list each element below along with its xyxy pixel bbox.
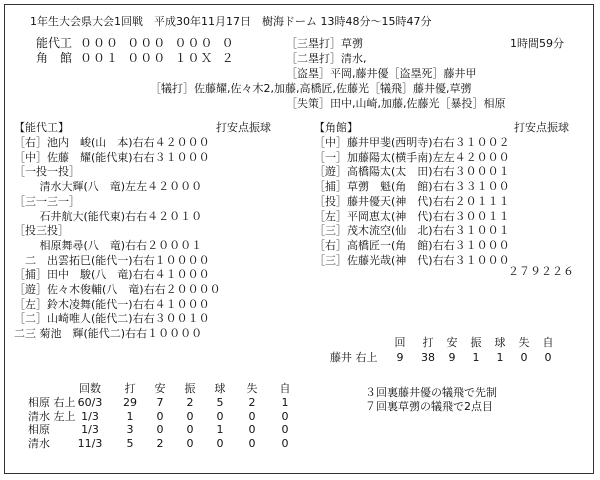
team2-score: ００１ ０００ １０Ｘ ２: [80, 51, 235, 65]
batter-row: ［三一三一］: [14, 194, 80, 208]
pitching-header: 球: [214, 382, 226, 395]
batter-row: ［一］加藤陽太(横手南)左左４２０００: [314, 150, 510, 164]
batter-row: ［右］池内 峻(山 本)右右４２０００: [14, 136, 210, 149]
pitching-header: 回数: [79, 382, 101, 395]
pitching-cell: 29: [123, 396, 137, 409]
pitching-cell: 11/3: [77, 436, 103, 450]
pitching-cell: 0: [186, 423, 194, 436]
pitching-header: 自: [542, 336, 554, 349]
pitching-cell: 0: [544, 351, 552, 364]
pitching-header: 安: [154, 382, 166, 395]
team2-name: 角 館: [36, 51, 73, 65]
batter-row: 相原舞尋(八 竜)右右２０００１: [14, 238, 203, 252]
pitching-header: 打: [124, 382, 136, 395]
pitching-header: 振: [184, 382, 196, 395]
batter-row: ［遊］佐々木俊輔(八 竜)右右２００００: [14, 283, 221, 296]
batter-row: 二 出雲拓巳(能代一)右右１００００: [14, 253, 210, 267]
pitching-cell: 60/3: [77, 396, 103, 409]
batter-row: ［二］山崎唯人(能代二)右右３００１０: [14, 312, 210, 326]
batter-row: ［左］平岡恵太(神 代)右右３００１１: [314, 209, 510, 223]
pitching-header: 自: [279, 382, 291, 395]
noshiro-team-header: 【能代工】: [14, 121, 69, 134]
pitching-header: 振: [470, 336, 482, 349]
batter-row: ［投三投］: [14, 224, 69, 238]
kakunodate-totals: ２７９２２６: [508, 265, 574, 278]
batter-row: 二三 菊池 輝(能代二)右右１００００: [14, 327, 203, 341]
batter-row: ［遊］高橋陽太(太 田)右右３０００１: [314, 165, 510, 179]
note-steal: ［盗塁］平岡,藤井優［盗塁死］藤井甲: [286, 67, 477, 80]
pitching-header: 回: [394, 336, 406, 349]
pitching-cell: 3: [126, 423, 134, 436]
batter-row: ［左］鈴木凌舞(能代一)右右４１０００: [14, 297, 210, 311]
pitching-header: 打: [422, 336, 434, 349]
pitcher-name: 清水: [28, 436, 50, 450]
game-title: 1年生大会県大会1回戦 平成30年11月17日 樹海ドーム 13時48分～15時47分: [30, 15, 432, 28]
pitching-cell: 1: [281, 396, 289, 409]
batter-row: ［捕］田中 駿(八 竜)右右４１０００: [14, 268, 210, 282]
batter-row: ［三］茂木流空(仙 北)右右３１００１: [314, 224, 510, 238]
pitcher-name: 相原: [28, 423, 50, 436]
pitching-cell: 0: [520, 351, 528, 364]
pitching-cell: 9: [448, 351, 456, 364]
batter-row: ［三］佐藤光哉(神 代)右右３１０００: [314, 253, 510, 267]
pitching-cell: 0: [156, 423, 164, 436]
batter-row: 石井航大(能代東)右右４２０１０: [14, 209, 203, 223]
pitching-cell: 1: [216, 423, 224, 436]
team1-score: ０００ ０００ ０００ ０: [80, 36, 235, 50]
batter-row: ［一投一投］: [14, 165, 80, 179]
note-triple: ［三塁打］草彅: [286, 37, 363, 50]
pitching-cell: 1/3: [81, 423, 99, 436]
pitching-cell: 0: [216, 436, 224, 450]
pitching-header: 失: [518, 336, 530, 349]
pitching-cell: 38: [421, 351, 435, 364]
pitching-cell: 0: [156, 409, 164, 423]
pitching-cell: 0: [281, 436, 289, 450]
pitching-cell: 0: [186, 409, 194, 423]
pitching-cell: 1: [472, 351, 480, 364]
note-double: ［二塁打］清水,: [286, 52, 367, 65]
pitcher-name: 清水 左上: [28, 409, 76, 423]
pitching-header: 失: [246, 382, 258, 395]
batter-row: ［中］藤井甲斐(西明寺)右右３１００２: [314, 136, 510, 149]
note-sacrifice: ［犠打］佐藤耀,佐々木2,加藤,高橋匠,佐藤光［犠飛］藤井優,草彅: [150, 82, 472, 95]
pitching-cell: 1: [496, 351, 504, 364]
kakunodate-team-header: 【角館】: [314, 121, 358, 134]
pitching-cell: 0: [216, 409, 224, 423]
game-duration: 1時間59分: [510, 37, 564, 50]
team1-name: 能代工: [36, 36, 73, 50]
pitching-cell: 2: [186, 396, 194, 409]
pitching-cell: 0: [281, 409, 289, 423]
pitching-cell: 9: [396, 351, 404, 364]
pitcher-name: 藤井 右上: [330, 351, 378, 364]
batter-row: 清水大輝(八 竜)左左４２０００: [14, 180, 203, 194]
pitching-header: 球: [494, 336, 506, 349]
batter-row: ［中］佐藤 耀(能代東)右右３１０００: [14, 150, 210, 164]
pitching-cell: 7: [156, 396, 164, 409]
summary-line: ７回裏草彅の犠飛で2点目: [365, 400, 493, 413]
pitching-cell: 2: [248, 396, 256, 409]
pitching-cell: 1/3: [81, 409, 99, 423]
pitching-cell: 0: [186, 436, 194, 450]
pitching-cell: 5: [126, 436, 134, 450]
batter-row: ［捕］草彅 魁(角 館)右右３３１００: [314, 180, 510, 194]
summary-line: ３回裏藤井優の犠飛で先制: [365, 386, 497, 399]
kakunodate-stats-header: 打安点振球: [514, 121, 569, 134]
note-error: ［失策］田中,山崎,加藤,佐藤光［暴投］相原: [286, 97, 506, 110]
noshiro-stats-header: 打安点振球: [216, 121, 271, 134]
pitching-cell: 0: [248, 409, 256, 423]
pitcher-name: 相原 右上: [28, 396, 76, 409]
batter-row: ［投］藤井優天(神 代)右右２０１１１: [314, 194, 510, 208]
pitching-cell: 1: [126, 409, 134, 423]
pitching-cell: 0: [248, 423, 256, 436]
pitching-cell: 0: [281, 423, 289, 436]
batter-row: ［右］高橋匠一(角 館)右右３１０００: [314, 238, 510, 252]
pitching-cell: 5: [216, 396, 224, 409]
pitching-cell: 2: [156, 436, 164, 450]
pitching-header: 安: [446, 336, 458, 349]
pitching-cell: 0: [248, 436, 256, 450]
